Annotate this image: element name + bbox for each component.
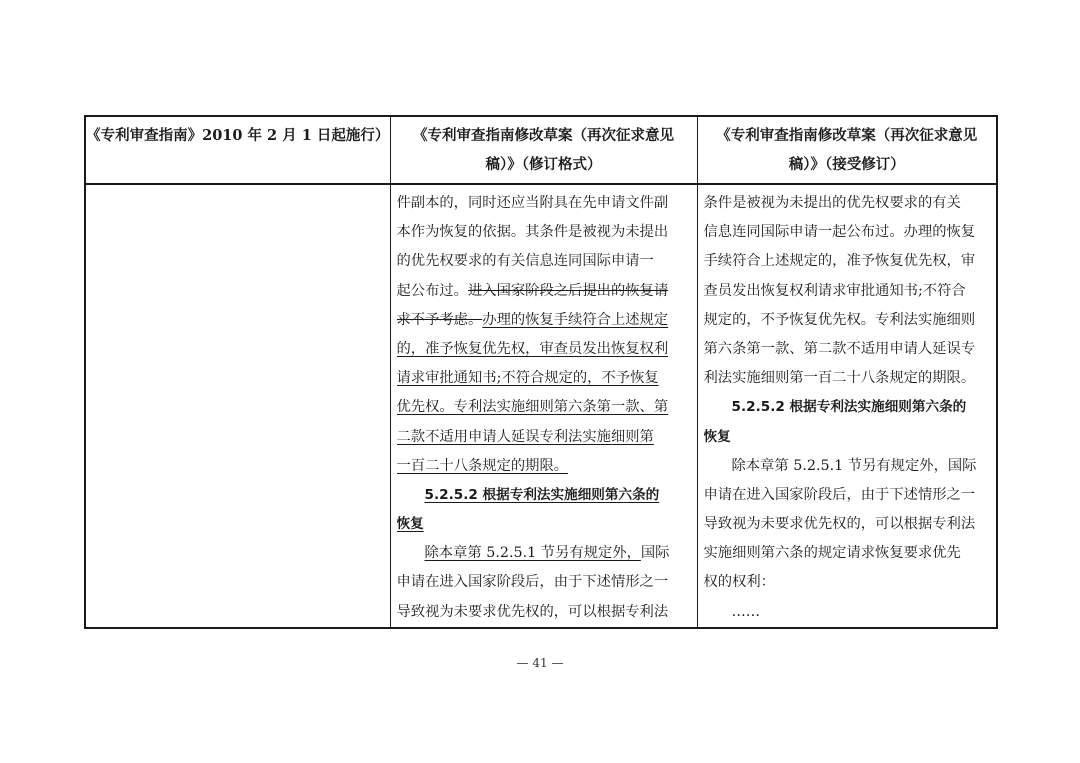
text-line: 除本章第 5.2.5.1 节另有规定外，国际 <box>424 545 670 562</box>
page-number: — 41 — <box>516 656 564 670</box>
text-line: 权的权利： <box>703 574 775 591</box>
section-heading: 恢复 <box>396 516 424 533</box>
text-line <box>397 452 693 481</box>
text-line: 手续符合上述规定的，准予恢复优先权，审 <box>703 253 976 270</box>
text-line: 第六条第一款、第二款不适用申请人延误专 <box>703 340 976 357</box>
text-line: 导致视为未要求优先权的，可以根据专利法 <box>703 516 976 533</box>
inserted-text: 办理的恢复手续符合上述规定 <box>482 311 669 328</box>
tracked-revision-cell <box>390 184 697 628</box>
original-text-cell <box>85 184 390 628</box>
text-line: 申请在进入国家阶段后，由于下述情形之一 <box>396 574 669 591</box>
deleted-text: 进入国家阶段之后提出的恢复请 <box>467 282 669 299</box>
table-header-row <box>85 116 997 184</box>
deleted-text: 求不予考虑。 <box>396 311 483 328</box>
text-line: 申请在进入国家阶段后，由于下述情形之一 <box>703 486 976 503</box>
section-heading: 5.2.5.2 根据专利法实施细则第六条的 <box>731 399 967 416</box>
text-line <box>397 306 693 335</box>
text-line: 规定的，不予恢复优先权。专利法实施细则 <box>703 311 976 328</box>
comparison-table <box>84 115 998 629</box>
table-row <box>85 184 997 628</box>
text-line: 实施细则第六条的规定请求恢复要求优先 <box>703 545 961 562</box>
text-line: 查员发出恢复权利请求审批通知书;不符合 <box>703 282 966 299</box>
inserted-text: 除本章第 5.2.5.1 节另有规定外， <box>424 545 641 562</box>
text-line: 信息连同国际申请一起公布过。办理的恢复 <box>703 224 976 241</box>
text-line: 除本章第 5.2.5.1 节另有规定外，国际 <box>731 457 977 474</box>
text-line: 起公布过。进入国家阶段之后提出的恢复请 <box>396 282 669 299</box>
text-line: 导致视为未要求优先权的，可以根据专利法 <box>396 603 669 620</box>
header-revision-tracked: 《专利审查指南修改草案（再次征求意见 稿）》（修订格式） <box>390 116 697 184</box>
text-line: 件副本的，同时还应当附具在先申请文件副 <box>396 195 669 211</box>
text-line: …… <box>731 603 761 620</box>
inserted-text: 请求审批通知书;不符合规定的，不予恢复 <box>396 370 659 387</box>
header-original: 《专利审查指南》2010 年 2 月 1 日起施行） <box>85 116 390 184</box>
text-line: 的优先权要求的有关信息连同国际申请一 <box>396 253 654 270</box>
text-line: 条件是被视为未提出的优先权要求的有关 <box>703 195 961 211</box>
section-heading: 恢复 <box>703 428 731 445</box>
header-revision-accepted: 《专利审查指南修改草案（再次征求意见 稿）》（接受修订） <box>697 116 997 184</box>
inserted-text: 二款不适用申请人延误专利法实施细则第 <box>396 428 654 445</box>
inserted-text: 一百二十八条规定的期限。 <box>396 457 569 474</box>
inserted-text: 的，准予恢复优先权，审查员发出恢复权利 <box>396 340 669 357</box>
inserted-text: 优先权。专利法实施细则第六条第一款、第 <box>396 399 669 416</box>
text-line: 利法实施细则第一百二十八条规定的期限。 <box>703 370 976 387</box>
accepted-revision-cell <box>697 184 997 628</box>
section-heading: 5.2.5.2 根据专利法实施细则第六条的 <box>424 486 660 503</box>
text-line: 本作为恢复的依据。其条件是被视为未提出 <box>396 224 669 241</box>
